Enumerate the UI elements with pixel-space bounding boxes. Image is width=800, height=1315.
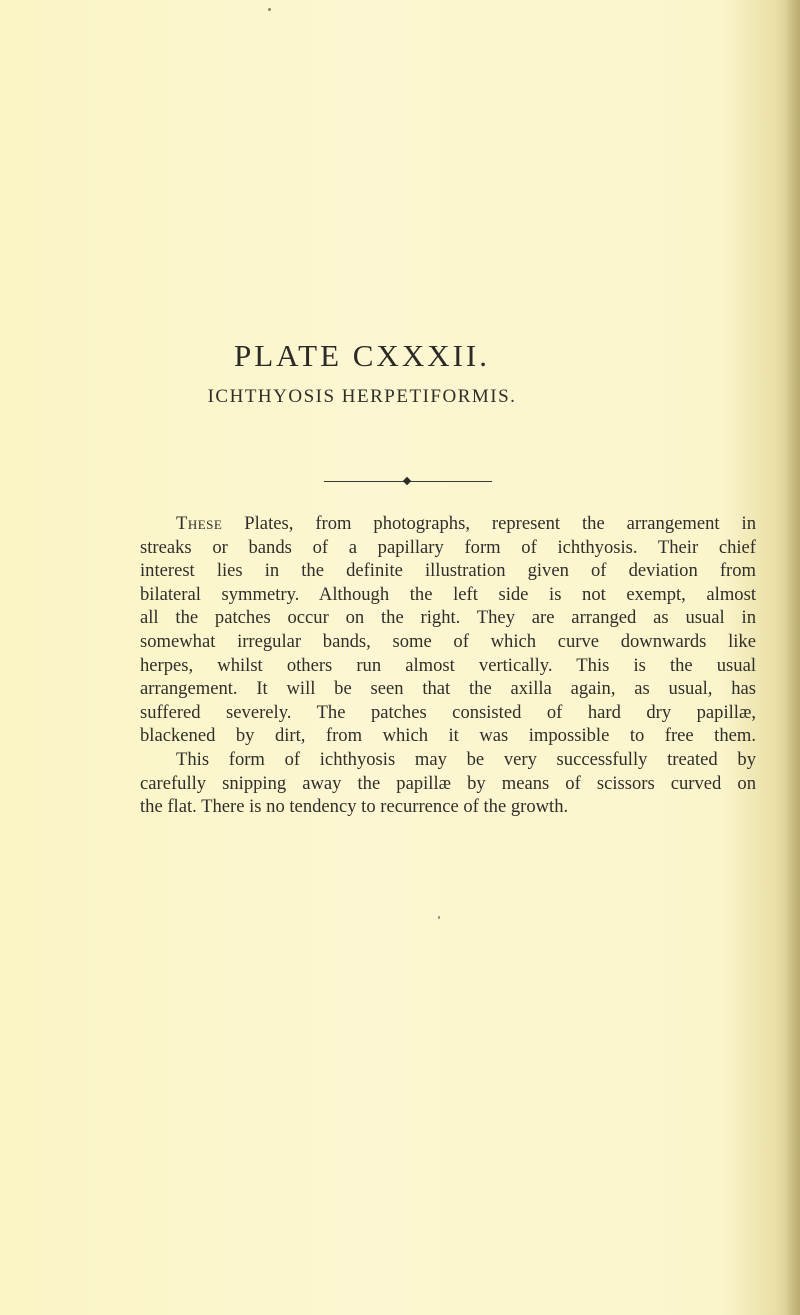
text-line: the flat. There is no tendency to recurrence of the growth.: [140, 796, 569, 818]
text-line: somewhat irregular bands, some of which curve downwards like: [140, 630, 756, 652]
lead-word: These: [176, 513, 223, 534]
text-line-1: [140, 512, 756, 536]
text-line: blackened by dirt, from which it was impossible to free them.: [140, 725, 756, 747]
section-divider: [324, 477, 492, 487]
text-line: carefully snipping away the papillæ by means of scissors curved on: [140, 772, 756, 794]
text-line: interest lies in the definite illustration given of deviation from: [140, 560, 756, 582]
paper-speck: [268, 8, 271, 11]
text-line: herpes, whilst others run almost vertically. This is the usual: [140, 654, 756, 676]
paper-speck: [438, 916, 440, 919]
text-line: suffered severely. The patches consisted of hard dry papillæ,: [140, 701, 756, 723]
text-line: all the patches occur on the right. They are arranged as usual in: [140, 607, 756, 629]
plate-description: [140, 512, 756, 819]
text-line: streaks or bands of a papillary form of ichthyosis. Their chief: [140, 536, 756, 558]
text-line: bilateral symmetry. Although the left side is not exempt, almost: [140, 583, 756, 605]
diamond-ornament-icon: [403, 477, 411, 485]
text-line: This form of ichthyosis may be very successfully treated by: [176, 748, 756, 770]
plate-title: PLATE CXXXII.: [234, 338, 490, 373]
text-line: arrangement. It will be seen that the axilla again, as usual, has: [140, 678, 756, 700]
first-line-text: Plates, from photographs, represent the arrangement in: [222, 513, 756, 534]
page-edge-shadow: [786, 0, 800, 1315]
plate-subtitle: ICHTHYOSIS HERPETIFORMIS.: [207, 386, 517, 407]
